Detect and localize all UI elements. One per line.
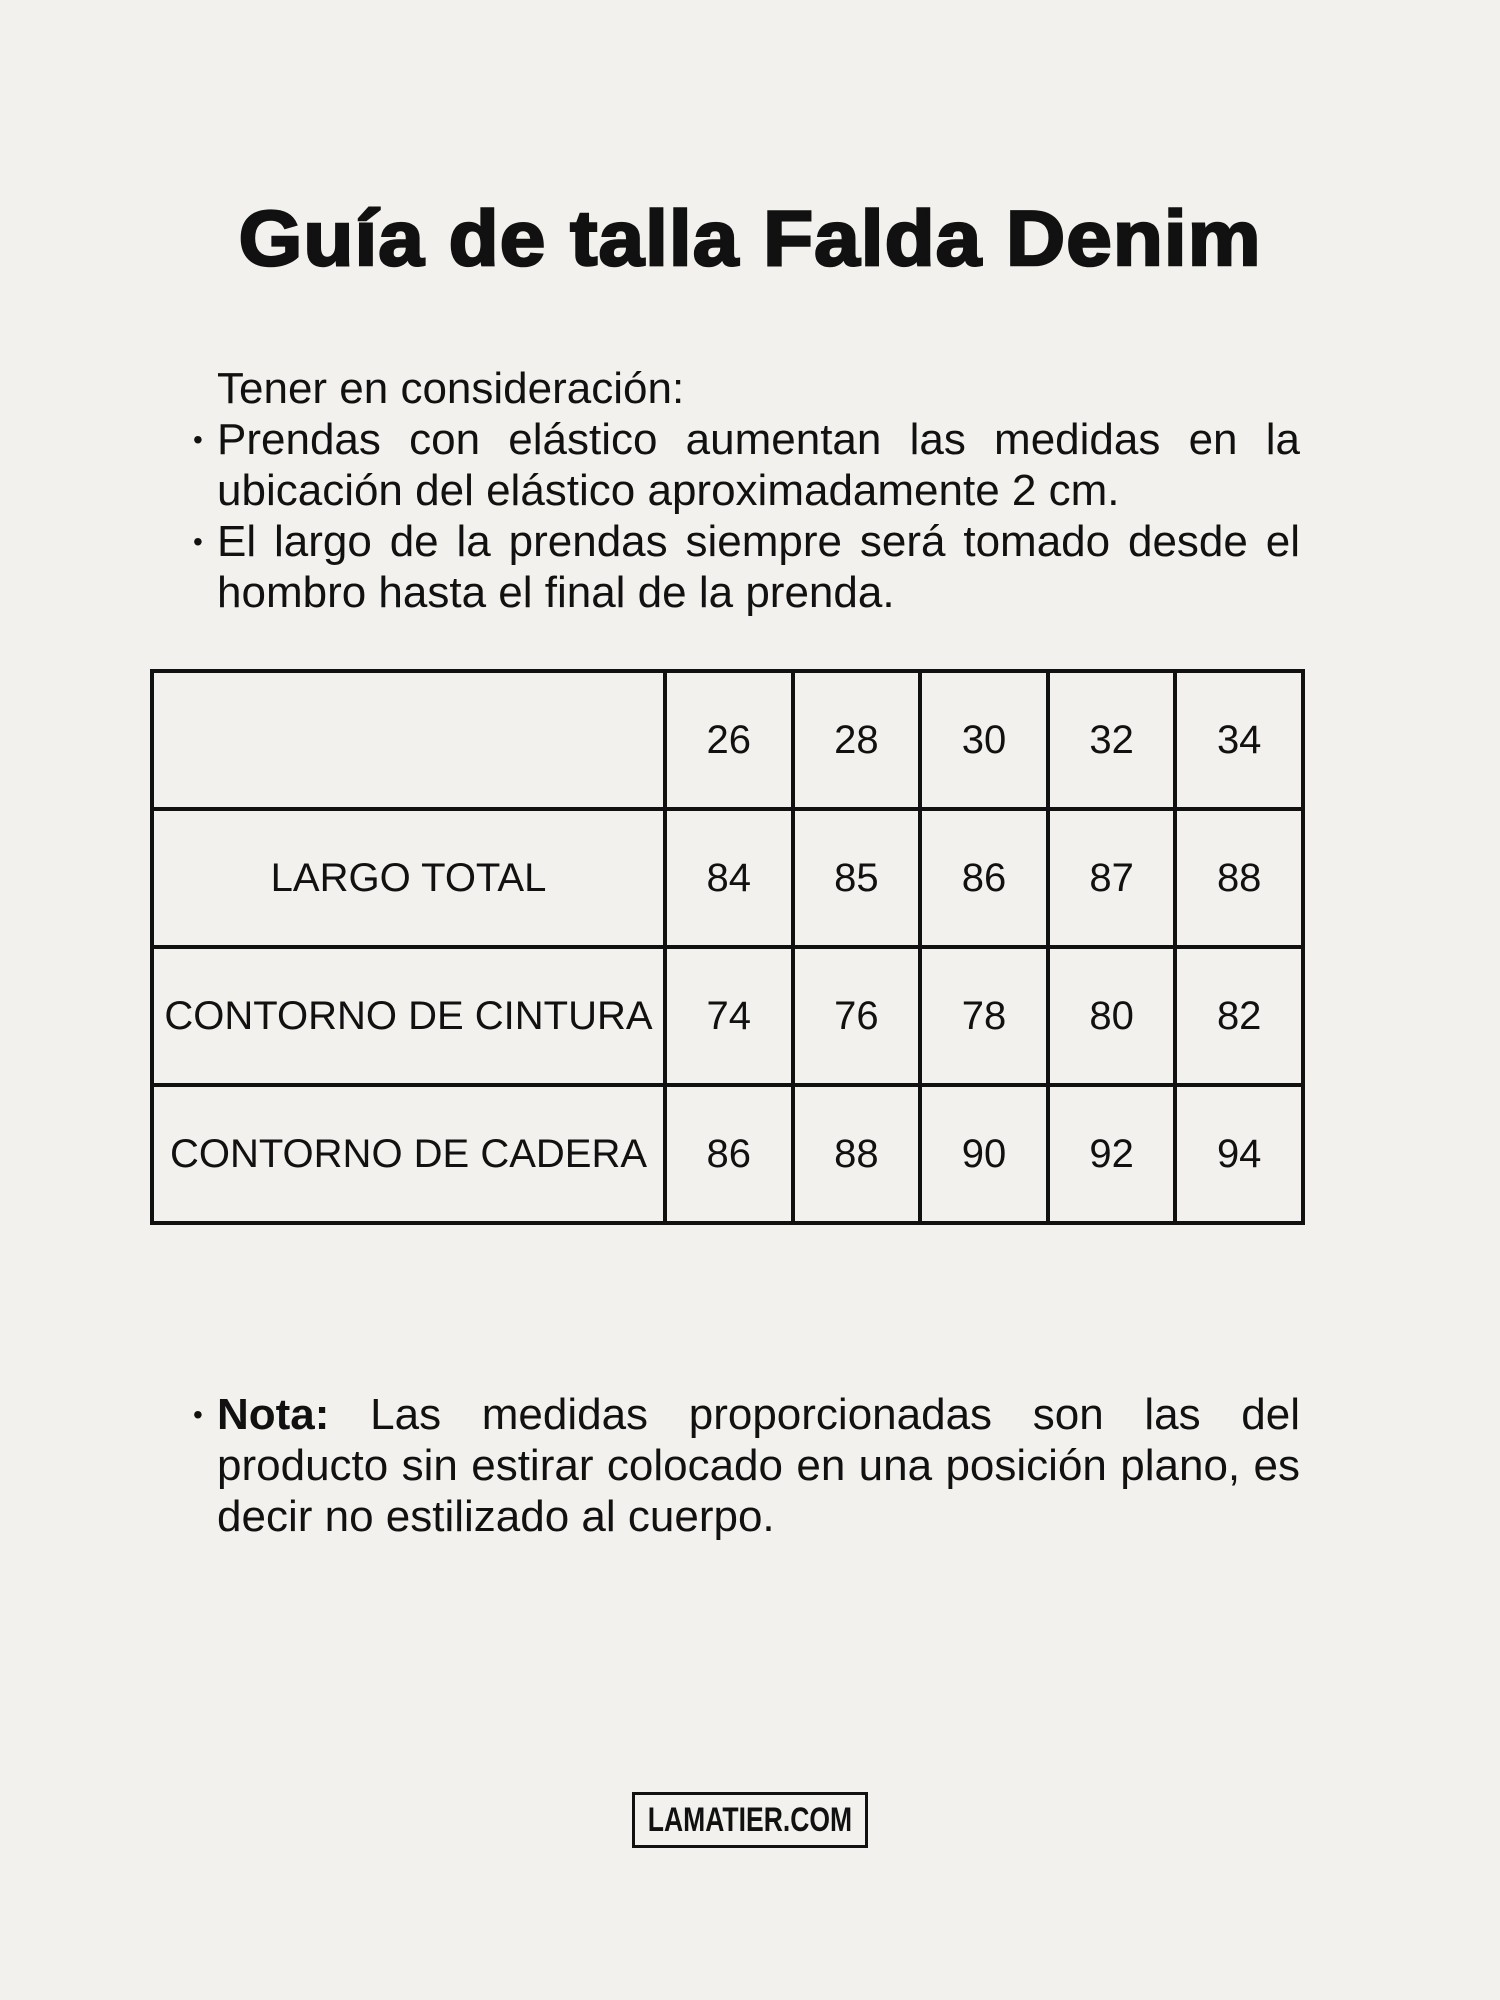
table-row bbox=[152, 947, 1303, 1085]
row-label: LARGO TOTAL bbox=[152, 809, 665, 947]
table-cell: 94 bbox=[1175, 1085, 1303, 1223]
considerations-section bbox=[193, 363, 1300, 618]
considerations-heading: Tener en consideración: bbox=[217, 364, 685, 413]
table-cell: 74 bbox=[665, 947, 793, 1085]
note-body: Las medidas proporcionadas son las del producto sin estirar colocado en una posición plano, es decir no estilizado al cuerpo. bbox=[217, 1390, 1300, 1541]
size-column-header: 34 bbox=[1175, 671, 1303, 809]
size-column-header: 32 bbox=[1048, 671, 1176, 809]
consideration-bullet-2: El largo de la prendas siempre será tomado desde el hombro hasta el final de la prenda. bbox=[217, 517, 1300, 617]
page-title-text: Guía de talla Falda Denim bbox=[238, 194, 1262, 282]
table-cell: 78 bbox=[920, 947, 1048, 1085]
size-column-header: 28 bbox=[793, 671, 921, 809]
list-item bbox=[193, 414, 1300, 516]
size-table-corner-cell bbox=[152, 671, 665, 809]
table-cell: 76 bbox=[793, 947, 921, 1085]
row-label: CONTORNO DE CINTURA bbox=[152, 947, 665, 1085]
table-cell: 87 bbox=[1048, 809, 1176, 947]
brand-badge bbox=[632, 1792, 868, 1848]
bullet-icon: • bbox=[193, 424, 203, 455]
table-cell: 86 bbox=[665, 1085, 793, 1223]
table-cell: 84 bbox=[665, 809, 793, 947]
size-column-header: 26 bbox=[665, 671, 793, 809]
table-cell: 88 bbox=[793, 1085, 921, 1223]
list-item bbox=[193, 516, 1300, 618]
table-row bbox=[152, 1085, 1303, 1223]
note-section bbox=[193, 1389, 1300, 1542]
table-cell: 92 bbox=[1048, 1085, 1176, 1223]
brand-name: LAMATIER.COM bbox=[647, 1800, 853, 1839]
note-text bbox=[217, 1389, 1300, 1542]
row-label: CONTORNO DE CADERA bbox=[152, 1085, 665, 1223]
table-cell: 82 bbox=[1175, 947, 1303, 1085]
table-row bbox=[152, 809, 1303, 947]
table-cell: 88 bbox=[1175, 809, 1303, 947]
bullet-icon: • bbox=[193, 526, 203, 557]
table-cell: 90 bbox=[920, 1085, 1048, 1223]
size-column-header: 30 bbox=[920, 671, 1048, 809]
note-label: Nota: bbox=[217, 1390, 330, 1439]
page-title bbox=[0, 193, 1500, 283]
size-table bbox=[150, 669, 1305, 1225]
table-cell: 86 bbox=[920, 809, 1048, 947]
table-cell: 85 bbox=[793, 809, 921, 947]
table-cell: 80 bbox=[1048, 947, 1176, 1085]
consideration-bullet-1: Prendas con elástico aumentan las medidas en la ubicación del elástico aproximadamente 2 cm. bbox=[217, 415, 1300, 515]
bullet-icon: • bbox=[193, 1399, 203, 1430]
list-item bbox=[193, 1389, 1300, 1542]
table-row bbox=[152, 671, 1303, 809]
